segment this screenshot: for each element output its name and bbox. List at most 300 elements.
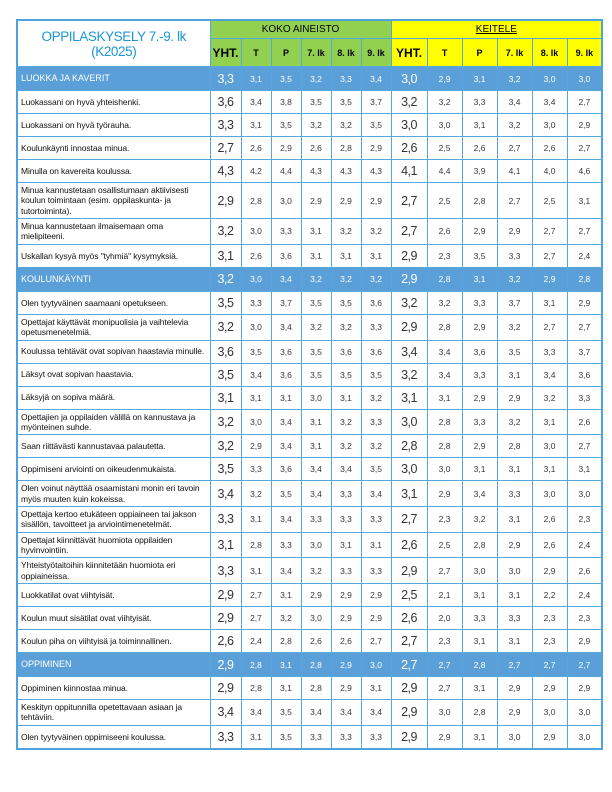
koko-value-cell: 3,4: [241, 363, 271, 386]
koko-value-cell: 2,6: [331, 630, 361, 653]
koko-value-cell: 3,2: [210, 409, 241, 435]
keitele-value-cell: 3,3: [462, 607, 497, 630]
keitele-value-cell: 3,0: [532, 114, 567, 137]
keitele-value-cell: 2,8: [462, 700, 497, 726]
koko-value-cell: 3,2: [301, 67, 331, 91]
koko-value-cell: 3,4: [271, 314, 301, 340]
koko-value-cell: 3,6: [331, 340, 361, 363]
keitele-value-cell: 2,7: [391, 506, 427, 532]
column-header-koko-9lk: 9. lk: [361, 39, 391, 67]
koko-value-cell: 3,3: [301, 506, 331, 532]
keitele-value-cell: 2,8: [462, 653, 497, 677]
question-label: Keskityn oppitunnilla opetettavaan asiaan ja tehtäviin.: [17, 700, 210, 726]
koko-value-cell: 3,4: [361, 481, 391, 507]
keitele-value-cell: 2,9: [567, 630, 602, 653]
question-label: Olen voinut näyttää osaamistani monin eri tavoin myös muuten kuin kokeissa.: [17, 481, 210, 507]
keitele-value-cell: 2,9: [462, 435, 497, 458]
koko-value-cell: 3,4: [301, 700, 331, 726]
keitele-value-cell: 2,9: [532, 725, 567, 749]
question-label: Minulla on kavereita koulussa.: [17, 160, 210, 183]
keitele-value-cell: 3,1: [462, 630, 497, 653]
koko-value-cell: 3,1: [241, 114, 271, 137]
group-header-koko-aineisto: KOKO AINEISTO: [210, 20, 391, 39]
question-label: Läksyjä on sopiva määrä.: [17, 386, 210, 409]
koko-value-cell: 4,3: [361, 160, 391, 183]
table-row: [17, 532, 602, 558]
keitele-value-cell: 3,1: [462, 267, 497, 291]
column-header-keitele-t: T: [427, 39, 462, 67]
keitele-value-cell: 3,4: [532, 91, 567, 114]
question-label: Luokassani on hyvä työrauha.: [17, 114, 210, 137]
koko-value-cell: 4,3: [210, 160, 241, 183]
keitele-value-cell: 3,2: [462, 506, 497, 532]
group-header-keitele: KEITELE: [391, 20, 602, 39]
column-header-koko-t: T: [241, 39, 271, 67]
keitele-value-cell: 2,9: [532, 677, 567, 700]
keitele-value-cell: 2,9: [567, 114, 602, 137]
koko-value-cell: 2,9: [361, 137, 391, 160]
keitele-value-cell: 3,1: [497, 506, 532, 532]
koko-value-cell: 3,3: [361, 409, 391, 435]
table-row: [17, 584, 602, 607]
koko-value-cell: 3,3: [331, 67, 361, 91]
keitele-value-cell: 3,6: [462, 340, 497, 363]
keitele-value-cell: 3,3: [462, 91, 497, 114]
keitele-value-cell: 2,9: [391, 314, 427, 340]
question-label: Läksyt ovat sopivan haastavia.: [17, 363, 210, 386]
keitele-value-cell: 2,6: [391, 532, 427, 558]
koko-value-cell: 3,2: [331, 219, 361, 245]
table-row: [17, 91, 602, 114]
table-row: [17, 340, 602, 363]
keitele-value-cell: 2,8: [462, 183, 497, 219]
koko-value-cell: 3,2: [361, 435, 391, 458]
keitele-value-cell: 2,8: [427, 435, 462, 458]
koko-value-cell: 3,5: [301, 291, 331, 314]
keitele-value-cell: 2,5: [427, 183, 462, 219]
koko-value-cell: 3,3: [210, 725, 241, 749]
keitele-value-cell: 2,3: [427, 244, 462, 267]
koko-value-cell: 3,6: [271, 340, 301, 363]
koko-value-cell: 3,5: [331, 291, 361, 314]
koko-value-cell: 3,1: [241, 386, 271, 409]
keitele-value-cell: 3,0: [532, 700, 567, 726]
keitele-value-cell: 2,9: [391, 677, 427, 700]
keitele-value-cell: 2,6: [532, 532, 567, 558]
koko-value-cell: 2,9: [361, 607, 391, 630]
koko-value-cell: 3,3: [210, 558, 241, 584]
koko-value-cell: 2,9: [210, 584, 241, 607]
table-row: [17, 607, 602, 630]
koko-value-cell: 3,1: [361, 677, 391, 700]
keitele-value-cell: 2,1: [427, 584, 462, 607]
keitele-value-cell: 3,0: [567, 67, 602, 91]
table-row: [17, 409, 602, 435]
koko-value-cell: 3,3: [361, 506, 391, 532]
koko-value-cell: 3,4: [210, 481, 241, 507]
koko-value-cell: 3,3: [361, 314, 391, 340]
koko-value-cell: 2,8: [301, 677, 331, 700]
keitele-value-cell: 2,8: [462, 532, 497, 558]
keitele-value-cell: 3,1: [462, 725, 497, 749]
keitele-value-cell: 2,3: [567, 607, 602, 630]
keitele-value-cell: 3,1: [532, 458, 567, 481]
keitele-value-cell: 2,8: [427, 267, 462, 291]
survey-table: [16, 19, 603, 750]
koko-value-cell: 3,3: [241, 458, 271, 481]
koko-value-cell: 3,2: [241, 481, 271, 507]
koko-value-cell: 2,8: [271, 630, 301, 653]
koko-value-cell: 2,6: [210, 630, 241, 653]
column-header-koko-8lk: 8. lk: [331, 39, 361, 67]
koko-value-cell: 3,7: [271, 291, 301, 314]
table-row: [17, 244, 602, 267]
koko-value-cell: 3,1: [241, 67, 271, 91]
koko-value-cell: 3,4: [271, 435, 301, 458]
keitele-value-cell: 3,2: [497, 267, 532, 291]
koko-value-cell: 3,2: [210, 267, 241, 291]
koko-value-cell: 3,1: [361, 532, 391, 558]
koko-value-cell: 2,8: [241, 653, 271, 677]
koko-value-cell: 3,2: [301, 267, 331, 291]
question-label: Oppiminen kiinnostaa minua.: [17, 677, 210, 700]
koko-value-cell: 2,6: [301, 630, 331, 653]
koko-value-cell: 3,6: [361, 291, 391, 314]
koko-value-cell: 3,1: [331, 532, 361, 558]
question-label: Koulun piha on viihtyisä ja toiminnallinen.: [17, 630, 210, 653]
keitele-value-cell: 2,7: [427, 677, 462, 700]
keitele-value-cell: 2,9: [567, 291, 602, 314]
koko-value-cell: 2,9: [301, 183, 331, 219]
koko-value-cell: 3,3: [331, 725, 361, 749]
koko-value-cell: 3,4: [361, 67, 391, 91]
koko-value-cell: 3,6: [361, 340, 391, 363]
keitele-value-cell: 3,2: [497, 114, 532, 137]
keitele-value-cell: 2,8: [427, 314, 462, 340]
column-header-keitele-8lk: 8. lk: [532, 39, 567, 67]
table-row: [17, 219, 602, 245]
keitele-value-cell: 2,9: [391, 267, 427, 291]
koko-value-cell: 3,4: [301, 481, 331, 507]
koko-value-cell: 3,3: [331, 506, 361, 532]
koko-value-cell: 3,3: [331, 481, 361, 507]
keitele-value-cell: 2,7: [567, 137, 602, 160]
keitele-value-cell: 3,1: [497, 363, 532, 386]
keitele-value-cell: 3,1: [462, 677, 497, 700]
koko-value-cell: 2,9: [361, 183, 391, 219]
keitele-value-cell: 3,3: [567, 386, 602, 409]
section-row: [17, 653, 602, 677]
question-label: Koulun muut sisätilat ovat viihtyisät.: [17, 607, 210, 630]
koko-value-cell: 3,5: [271, 481, 301, 507]
question-label: Koulunkäynti innostaa minua.: [17, 137, 210, 160]
keitele-value-cell: 3,3: [497, 244, 532, 267]
koko-value-cell: 3,3: [210, 506, 241, 532]
koko-value-cell: 4,4: [271, 160, 301, 183]
koko-value-cell: 3,0: [361, 653, 391, 677]
question-label: Opettajien ja oppilaiden välillä on kannustava ja myönteinen suhde.: [17, 409, 210, 435]
koko-value-cell: 3,3: [210, 67, 241, 91]
koko-value-cell: 3,5: [361, 363, 391, 386]
column-header-keitele-yht: YHT.: [391, 39, 427, 67]
koko-value-cell: 3,0: [241, 314, 271, 340]
koko-value-cell: 3,5: [271, 67, 301, 91]
keitele-value-cell: 3,1: [462, 584, 497, 607]
report-title: OPPILASKYSELY 7.-9. lk (K2025): [17, 20, 210, 67]
koko-value-cell: 2,7: [241, 584, 271, 607]
keitele-value-cell: 3,1: [462, 114, 497, 137]
table-row: [17, 137, 602, 160]
koko-value-cell: 3,1: [210, 386, 241, 409]
koko-value-cell: 3,6: [271, 458, 301, 481]
keitele-value-cell: 3,0: [497, 558, 532, 584]
koko-value-cell: 4,2: [241, 160, 271, 183]
keitele-value-cell: 2,9: [391, 700, 427, 726]
keitele-value-cell: 3,5: [462, 244, 497, 267]
group-header-row: [17, 20, 602, 39]
keitele-value-cell: 3,2: [497, 67, 532, 91]
koko-value-cell: 3,4: [331, 458, 361, 481]
koko-value-cell: 2,7: [210, 137, 241, 160]
keitele-value-cell: 2,5: [427, 137, 462, 160]
keitele-value-cell: 2,7: [532, 244, 567, 267]
keitele-value-cell: 3,4: [427, 363, 462, 386]
keitele-value-cell: 2,3: [427, 506, 462, 532]
column-header-keitele-7lk: 7. lk: [497, 39, 532, 67]
column-header-koko-7lk: 7. lk: [301, 39, 331, 67]
keitele-value-cell: 3,3: [497, 607, 532, 630]
keitele-value-cell: 2,7: [532, 219, 567, 245]
koko-value-cell: 2,7: [241, 607, 271, 630]
question-label: Minua kannustetaan ilmaisemaan oma mielipiteeni.: [17, 219, 210, 245]
survey-table-body: [17, 67, 602, 749]
keitele-value-cell: 2,9: [497, 677, 532, 700]
koko-value-cell: 3,1: [361, 244, 391, 267]
keitele-value-cell: 3,0: [391, 409, 427, 435]
keitele-value-cell: 2,9: [497, 386, 532, 409]
koko-value-cell: 3,2: [301, 314, 331, 340]
keitele-value-cell: 2,6: [532, 506, 567, 532]
keitele-value-cell: 2,3: [567, 506, 602, 532]
koko-value-cell: 3,3: [271, 219, 301, 245]
keitele-value-cell: 2,7: [532, 653, 567, 677]
keitele-value-cell: 2,2: [532, 584, 567, 607]
keitele-value-cell: 4,4: [427, 160, 462, 183]
koko-value-cell: 3,5: [301, 363, 331, 386]
table-row: [17, 114, 602, 137]
keitele-value-cell: 2,3: [427, 630, 462, 653]
keitele-value-cell: 2,9: [532, 267, 567, 291]
keitele-value-cell: 2,7: [567, 219, 602, 245]
koko-value-cell: 3,6: [271, 363, 301, 386]
table-row: [17, 314, 602, 340]
koko-value-cell: 3,5: [241, 340, 271, 363]
keitele-value-cell: 3,1: [567, 458, 602, 481]
keitele-value-cell: 3,0: [391, 114, 427, 137]
question-label: Yhteistyötaitoihin kiinnitetään huomiota eri oppiaineissa.: [17, 558, 210, 584]
koko-value-cell: 3,3: [271, 532, 301, 558]
koko-value-cell: 2,9: [331, 584, 361, 607]
section-row: [17, 267, 602, 291]
keitele-value-cell: 2,9: [427, 67, 462, 91]
koko-value-cell: 3,1: [271, 386, 301, 409]
table-row: [17, 363, 602, 386]
koko-value-cell: 3,8: [271, 91, 301, 114]
koko-value-cell: 3,4: [271, 409, 301, 435]
keitele-value-cell: 4,1: [391, 160, 427, 183]
keitele-value-cell: 3,7: [567, 340, 602, 363]
koko-value-cell: 3,1: [301, 244, 331, 267]
keitele-value-cell: 2,7: [391, 653, 427, 677]
column-header-keitele-9lk: 9. lk: [567, 39, 602, 67]
keitele-value-cell: 3,1: [532, 291, 567, 314]
keitele-value-cell: 3,2: [497, 314, 532, 340]
keitele-value-cell: 2,4: [567, 532, 602, 558]
koko-value-cell: 2,8: [331, 137, 361, 160]
koko-value-cell: 3,2: [301, 558, 331, 584]
keitele-value-cell: 2,9: [567, 677, 602, 700]
koko-value-cell: 3,5: [271, 725, 301, 749]
table-row: [17, 630, 602, 653]
koko-value-cell: 2,8: [241, 677, 271, 700]
keitele-value-cell: 3,1: [427, 386, 462, 409]
table-row: [17, 160, 602, 183]
keitele-value-cell: 3,2: [497, 409, 532, 435]
question-label: Opettajat käyttävät monipuolisia ja vaihtelevia opetusmenetelmiä.: [17, 314, 210, 340]
question-label: Saan riittävästi kannustavaa palautetta.: [17, 435, 210, 458]
keitele-value-cell: 3,0: [567, 725, 602, 749]
table-row: [17, 677, 602, 700]
keitele-value-cell: 2,5: [532, 183, 567, 219]
keitele-value-cell: 2,9: [462, 314, 497, 340]
koko-value-cell: 3,4: [210, 700, 241, 726]
koko-value-cell: 3,1: [210, 244, 241, 267]
koko-value-cell: 3,1: [331, 386, 361, 409]
question-label: Olen tyytyväinen saamaani opetukseen.: [17, 291, 210, 314]
koko-value-cell: 3,5: [301, 91, 331, 114]
keitele-value-cell: 2,9: [427, 481, 462, 507]
keitele-value-cell: 2,0: [427, 607, 462, 630]
koko-value-cell: 3,5: [361, 114, 391, 137]
keitele-value-cell: 3,0: [427, 700, 462, 726]
koko-value-cell: 3,5: [361, 458, 391, 481]
koko-value-cell: 3,5: [210, 458, 241, 481]
koko-value-cell: 3,1: [331, 244, 361, 267]
table-row: [17, 725, 602, 749]
koko-value-cell: 3,5: [301, 340, 331, 363]
koko-value-cell: 3,1: [241, 558, 271, 584]
keitele-value-cell: 2,9: [391, 244, 427, 267]
koko-value-cell: 2,9: [331, 183, 361, 219]
koko-value-cell: 3,6: [210, 340, 241, 363]
keitele-value-cell: 2,8: [567, 267, 602, 291]
koko-value-cell: 3,4: [271, 558, 301, 584]
table-row: [17, 506, 602, 532]
koko-value-cell: 4,3: [301, 160, 331, 183]
koko-value-cell: 3,0: [301, 607, 331, 630]
section-label: KOULUNKÄYNTI: [17, 267, 210, 291]
keitele-value-cell: 2,9: [391, 725, 427, 749]
keitele-value-cell: 2,7: [427, 558, 462, 584]
table-row: [17, 458, 602, 481]
koko-value-cell: 3,4: [301, 458, 331, 481]
keitele-value-cell: 3,0: [462, 558, 497, 584]
keitele-value-cell: 2,9: [462, 219, 497, 245]
keitele-value-cell: 3,5: [497, 340, 532, 363]
koko-value-cell: 2,6: [241, 244, 271, 267]
keitele-value-cell: 3,4: [427, 340, 462, 363]
keitele-value-cell: 2,7: [532, 314, 567, 340]
koko-value-cell: 3,4: [331, 700, 361, 726]
koko-value-cell: 2,7: [361, 630, 391, 653]
koko-value-cell: 3,5: [331, 363, 361, 386]
section-label: OPPIMINEN: [17, 653, 210, 677]
keitele-value-cell: 2,6: [567, 409, 602, 435]
keitele-value-cell: 2,6: [462, 137, 497, 160]
koko-value-cell: 3,2: [331, 314, 361, 340]
keitele-value-cell: 2,6: [532, 137, 567, 160]
koko-value-cell: 3,5: [331, 91, 361, 114]
koko-value-cell: 3,0: [271, 183, 301, 219]
keitele-value-cell: 2,7: [497, 653, 532, 677]
koko-value-cell: 3,4: [361, 700, 391, 726]
koko-value-cell: 2,8: [241, 532, 271, 558]
keitele-value-cell: 2,4: [567, 244, 602, 267]
koko-value-cell: 3,3: [331, 558, 361, 584]
keitele-value-cell: 3,0: [532, 67, 567, 91]
keitele-value-cell: 3,0: [391, 458, 427, 481]
keitele-value-cell: 3,1: [497, 630, 532, 653]
keitele-value-cell: 2,7: [391, 630, 427, 653]
koko-value-cell: 3,0: [301, 532, 331, 558]
table-row: [17, 386, 602, 409]
koko-value-cell: 2,9: [210, 607, 241, 630]
koko-value-cell: 3,2: [210, 219, 241, 245]
keitele-value-cell: 2,9: [462, 386, 497, 409]
koko-value-cell: 3,3: [301, 725, 331, 749]
koko-value-cell: 3,0: [241, 267, 271, 291]
koko-value-cell: 3,5: [210, 363, 241, 386]
koko-value-cell: 3,2: [210, 435, 241, 458]
keitele-value-cell: 3,2: [427, 91, 462, 114]
koko-value-cell: 3,1: [301, 409, 331, 435]
keitele-value-cell: 2,9: [391, 558, 427, 584]
keitele-value-cell: 2,6: [567, 558, 602, 584]
koko-value-cell: 3,1: [241, 725, 271, 749]
keitele-value-cell: 2,7: [391, 219, 427, 245]
keitele-value-cell: 3,4: [497, 91, 532, 114]
keitele-value-cell: 3,3: [462, 291, 497, 314]
keitele-value-cell: 2,9: [497, 219, 532, 245]
question-label: Luokkatilat ovat viihtyisät.: [17, 584, 210, 607]
keitele-value-cell: 3,4: [532, 363, 567, 386]
keitele-value-cell: 3,1: [462, 458, 497, 481]
koko-value-cell: 3,1: [210, 532, 241, 558]
keitele-value-cell: 2,6: [391, 607, 427, 630]
koko-value-cell: 3,2: [361, 219, 391, 245]
koko-value-cell: 2,9: [361, 584, 391, 607]
keitele-value-cell: 2,7: [567, 435, 602, 458]
keitele-value-cell: 3,3: [497, 481, 532, 507]
table-row: [17, 435, 602, 458]
keitele-value-cell: 2,9: [497, 700, 532, 726]
column-header-keitele-p: P: [462, 39, 497, 67]
keitele-value-cell: 3,3: [462, 363, 497, 386]
koko-value-cell: 3,5: [271, 114, 301, 137]
koko-value-cell: 3,1: [271, 653, 301, 677]
koko-value-cell: 2,6: [301, 137, 331, 160]
koko-value-cell: 3,0: [241, 219, 271, 245]
